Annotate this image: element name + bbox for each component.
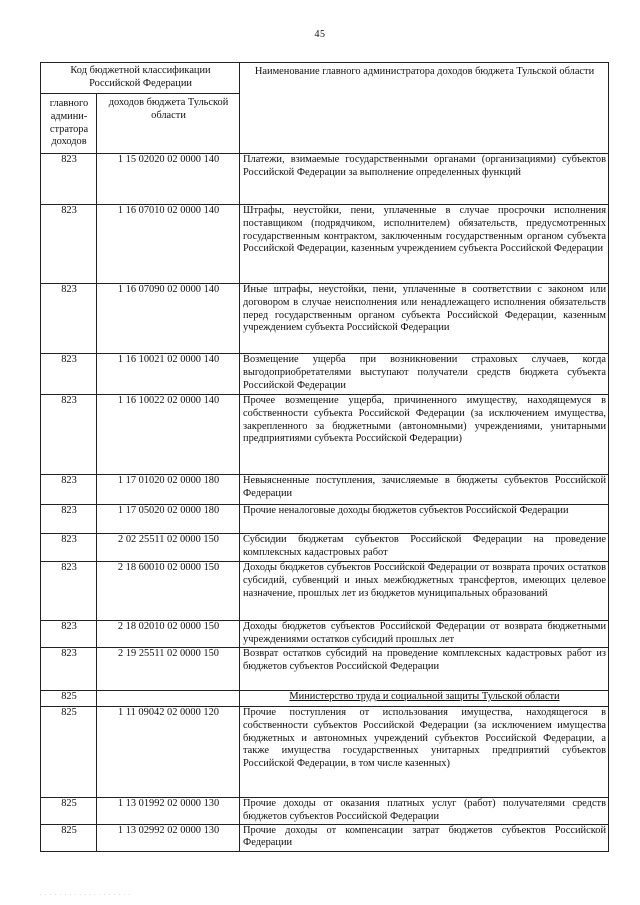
income-name-cell: Штрафы, неустойки, пени, уплаченные в случае просрочки исполнения поставщиком (подрядчиком, исполнителем) обязательств, предусмотренных государственным контрактом, заключенным государственным органом субъекта Российской Федерации, казенным учреждением субъекта Российской Федерации xyxy=(240,205,609,284)
income-code-cell: 1 16 10022 02 0000 140 xyxy=(97,395,240,475)
table-row xyxy=(41,824,609,851)
table-row xyxy=(41,475,609,505)
table-row xyxy=(41,534,609,562)
table-row xyxy=(41,395,609,475)
income-code-cell: 1 16 07090 02 0000 140 xyxy=(97,284,240,354)
admin-code-cell: 823 xyxy=(41,475,97,505)
income-code-cell: 1 13 02992 02 0000 130 xyxy=(97,824,240,851)
scan-footer-noise: · · · · · · · · · · · · · · · · · · · xyxy=(40,893,132,898)
admin-code-cell: 823 xyxy=(41,505,97,534)
admin-code-cell: 823 xyxy=(41,354,97,395)
income-classification-table xyxy=(40,62,609,852)
income-code-cell: 2 02 25511 02 0000 150 xyxy=(97,534,240,562)
income-code-cell: 1 16 07010 02 0000 140 xyxy=(97,205,240,284)
admin-code-cell: 823 xyxy=(41,205,97,284)
income-name-cell: Возврат остатков субсидий на проведение комплексных кадастровых работ из бюджетов субъектов Российской Федерации xyxy=(240,648,609,691)
page-number: 45 xyxy=(314,29,326,40)
admin-code-cell: 823 xyxy=(41,562,97,621)
table-row xyxy=(41,648,609,691)
admin-code-cell: 825 xyxy=(41,707,97,798)
income-code-cell: 1 16 10021 02 0000 140 xyxy=(97,354,240,395)
income-code-cell: 2 19 25511 02 0000 150 xyxy=(97,648,240,691)
table-row xyxy=(41,707,609,798)
table-row xyxy=(41,621,609,648)
admin-code-cell: 823 xyxy=(41,284,97,354)
income-code-cell: 1 13 01992 02 0000 130 xyxy=(97,798,240,825)
table-row xyxy=(41,284,609,354)
income-name-cell: Доходы бюджетов субъектов Российской Федерации от возврата прочих остатков субсидий, субвенций и иных межбюджетных трансфертов, имеющих целевое назначение, прошлых лет из бюджетов муниципальных образований xyxy=(240,562,609,621)
table-body xyxy=(41,154,609,852)
income-name-cell: Невыясненные поступления, зачисляемые в бюджеты субъектов Российской Федерации xyxy=(240,475,609,505)
income-code-cell xyxy=(97,691,240,707)
admin-code-cell: 823 xyxy=(41,534,97,562)
admin-code-cell: 823 xyxy=(41,395,97,475)
table-row xyxy=(41,562,609,621)
header-income-col: доходов бюджета Тульской области xyxy=(97,94,240,154)
admin-code-cell: 825 xyxy=(41,798,97,825)
admin-code-cell: 823 xyxy=(41,648,97,691)
table-row xyxy=(41,354,609,395)
income-name-cell: Доходы бюджетов субъектов Российской Федерации от возврата бюджетными учреждениями остатков субсидий прошлых лет xyxy=(240,621,609,648)
income-code-cell: 2 18 60010 02 0000 150 xyxy=(97,562,240,621)
income-name-cell: Платежи, взимаемые государственными органами (организациями) субъектов Российской Федерации за выполнение определенных функций xyxy=(240,154,609,205)
income-code-cell: 1 17 05020 02 0000 180 xyxy=(97,505,240,534)
income-name-cell: Иные штрафы, неустойки, пени, уплаченные в соответствии с законом или договором в случае неисполнения или ненадлежащего исполнения обязательств перед государственным органом субъекта Российской Федерации, казенным учреждением субъекта Российской Федерации xyxy=(240,284,609,354)
income-name-cell: Прочие доходы от оказания платных услуг (работ) получателями средств бюджетов субъектов Российской Федерации xyxy=(240,798,609,825)
income-name-cell: Прочие неналоговые доходы бюджетов субъектов Российской Федерации xyxy=(240,505,609,534)
admin-code-cell: 825 xyxy=(41,824,97,851)
table-row xyxy=(41,154,609,205)
section-title-cell: Министерство труда и социальной защиты Тульской области xyxy=(240,691,609,707)
income-name-cell: Прочее возмещение ущерба, причиненного имуществу, находящемуся в собственности субъекта Российской Федерации (за исключением имущества, закрепленного за бюджетными (автономными) учреждениями, унитарными предприятиями субъекта Российской Федерации) xyxy=(240,395,609,475)
header-code-group: Код бюджетной классификации Российской Федерации xyxy=(41,63,240,94)
table-row xyxy=(41,205,609,284)
income-name-cell: Субсидии бюджетам субъектов Российской Федерации на проведение комплексных кадастровых работ xyxy=(240,534,609,562)
income-code-cell: 1 15 02020 02 0000 140 xyxy=(97,154,240,205)
table-row xyxy=(41,505,609,534)
income-name-cell: Прочие доходы от компенсации затрат бюджетов субъектов Российской Федерации xyxy=(240,824,609,851)
admin-code-cell: 825 xyxy=(41,691,97,707)
header-name-group: Наименование главного администратора доходов бюджета Тульской области xyxy=(240,63,609,154)
income-name-cell: Прочие поступления от использования имущества, находящегося в собственности субъектов Российской Федерации (за исключением имущества бюджетных и автономных учреждений субъектов Российской Федерации, а также имущества государственных унитарных предприятий субъектов Российской Федерации, в том числе казенных) xyxy=(240,707,609,798)
income-name-cell: Возмещение ущерба при возникновении страховых случаев, когда выгодоприобретателями выступают получатели средств бюджета субъекта Российской Федерации xyxy=(240,354,609,395)
header-admin-col: главного админи- стратора доходов xyxy=(41,94,97,154)
admin-code-cell: 823 xyxy=(41,154,97,205)
table-section-row xyxy=(41,691,609,707)
income-code-cell: 2 18 02010 02 0000 150 xyxy=(97,621,240,648)
admin-code-cell: 823 xyxy=(41,621,97,648)
income-code-cell: 1 11 09042 02 0000 120 xyxy=(97,707,240,798)
income-code-cell: 1 17 01020 02 0000 180 xyxy=(97,475,240,505)
table-row xyxy=(41,798,609,825)
